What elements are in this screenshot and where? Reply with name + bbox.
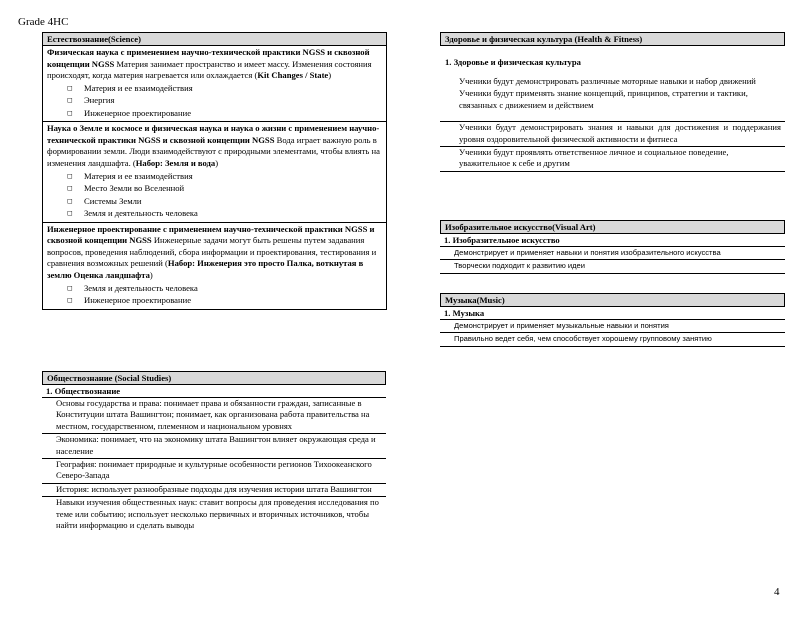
health-table xyxy=(440,32,785,172)
table-row: Навыки изучения общественных наук: ставит вопросы для проведения исследования по теме или событию; использует несколько первичных и вторичных источников, чтобы найти информацию и сделать выводы xyxy=(56,497,379,531)
bullet-icon: ◻ xyxy=(67,184,73,193)
list-item: ◻ Место Земли во Вселенной xyxy=(67,183,185,194)
music-header: Музыка(Music) xyxy=(440,293,785,307)
visual-art-table xyxy=(440,220,785,274)
bullet-icon: ◻ xyxy=(67,196,73,205)
science-section-engineering: Инженерное проектирование с применением научно-технической практики NGSS и сквозной концепции NGSS Инженерные задачи могут быть решены путем задавания вопросов, проведения наблюдений, сбора информации и проектирования, тестирования и сравнения возможных решений (Набор: Инженерия это просто Палка, воткнутая в землю Оценка ландшафта) ◻ Земля и деятельность человека ◻ Инженерное проектирование xyxy=(43,223,386,309)
list-item: ◻ Энергия xyxy=(67,95,115,106)
science-section-earth: Наука о Земле и космосе и физическая наука и наука о жизни с применением научно-технической практики NGSS и сквозной концепции NGSS Вода играет важную роль в формировании земли. Люди взаимодействуют с природными элементами, чтобы влиять на изменения ландшафта. (Набор: Земля и вода) ◻ Материя и ее взаимодействия ◻ Место Земли во Вселенной ◻ Системы Земли ◻ Земля и деятельность человека xyxy=(43,122,386,222)
section-text: Инженерные задачи могут быть решены путем задавания вопросов, проведения наблюдений, сбора информации и проектирования, тестирования и сравнения возможных решений ( xyxy=(47,235,377,269)
bullet-icon: ◻ xyxy=(67,296,73,305)
bullet-icon: ◻ xyxy=(67,108,73,117)
table-row: География: понимает природные и культурные особенности регионов Тихоокеанского Северо-Запада xyxy=(42,459,386,484)
table-row: Основы государства и права: понимает права и обязанности граждан, записанные в Конституции штата Вашингтон; понимает, как организована работа правительства на местном, государственном, племенном и национальном уровнях xyxy=(42,398,386,434)
list-item: ◻ Инженерное проектирование xyxy=(67,107,192,118)
table-row: Ученики будут проявлять ответственное личное и социальное поведение, уважительное к себе и другим xyxy=(440,147,785,172)
art-subheader: 1. Изобразительное искусство xyxy=(440,234,785,247)
kit-name: Kit Changes / State xyxy=(257,70,329,81)
list-item: ◻ Материя и ее взаимодействия xyxy=(67,82,193,93)
health-header: Здоровье и физическая культура (Health & Fitness) xyxy=(440,32,785,46)
list-item: ◻ Инженерное проектирование xyxy=(67,295,192,306)
music-table xyxy=(440,293,785,347)
science-table xyxy=(42,32,387,310)
art-header: Изобразительное искусство(Visual Art) xyxy=(440,220,785,234)
table-row: Ученики будут демонстрировать различные моторные навыки и набор движений xyxy=(459,76,756,86)
social-subheader: 1. Обществознание xyxy=(42,385,386,398)
bullet-icon: ◻ xyxy=(67,96,73,105)
grade-label: Grade 4HC xyxy=(18,16,69,28)
page-number: 4 xyxy=(774,586,780,598)
social-header: Обществознание (Social Studies) xyxy=(42,371,386,385)
kit-name: Набор: Земля и вода xyxy=(135,158,216,169)
bullet-icon: ◻ xyxy=(67,209,73,218)
section-text: Материя занимает пространство и имеет массу. Изменения состояния происходят, когда материя нагревается или охлаждается ( xyxy=(47,58,372,81)
bullet-icon: ◻ xyxy=(67,283,73,292)
list-item: ◻ Земля и деятельность человека xyxy=(67,282,198,293)
science-section-physical: Физическая наука с применением научно-технической практики NGSS и сквозной концепции NGSS Материя занимает пространство и имеет массу. Изменения состояния происходят, когда материя нагревается или охлаждается (Kit Changes / State) ◻ Материя и ее взаимодействия ◻ Энергия ◻ Инженерное проектирование xyxy=(43,46,386,122)
table-row: Правильно ведет себя, чем способствует хорошему групповому занятию xyxy=(440,333,785,346)
section-text: Вода играет важную роль в формировании земли. Люди взаимодействуют с природными элементами, чтобы влиять на изменения ландшафта. ( xyxy=(47,134,380,169)
science-header: Естествознание(Science) xyxy=(43,33,386,46)
table-row: Ученики будут применять знание концепций, принципов, стратегии и тактики, связанных с движением и действием xyxy=(440,88,785,122)
bullet-icon: ◻ xyxy=(67,171,73,180)
table-row: История: использует разнообразные подходы для изучения истории штата Вашингтон xyxy=(42,484,386,497)
table-row: Экономика: понимает, что на экономику штата Вашингтон влияет окружающая среда и население xyxy=(42,434,386,459)
table-row: Творчески подходит к развитию идеи xyxy=(440,260,785,273)
list-item: ◻ Материя и ее взаимодействия xyxy=(67,170,193,181)
social-studies-table xyxy=(42,371,386,532)
section-title: Инженерное проектирование с применением научно-технической практики NGSS и сквозной концепции NGSS xyxy=(47,223,375,246)
section-title: Наука о Земле и космосе и физическая наука и наука о жизни с применением научно-технической практики NGSS и сквозной концепции NGSS xyxy=(47,123,380,145)
health-subheader: 1. Здоровье и физическая культура xyxy=(445,57,581,67)
table-row: Демонстрирует и применяет музыкальные навыки и понятия xyxy=(440,320,785,333)
table-row: Демонстрирует и применяет навыки и понятия изобразительного искусства xyxy=(440,247,785,260)
list-item: ◻ Земля и деятельность человека xyxy=(67,208,198,219)
music-subheader: 1. Музыка xyxy=(440,307,785,320)
section-title: Физическая наука с применением научно-технической практики NGSS и сквозной концепции NGSS xyxy=(47,47,370,69)
list-item: ◻ Системы Земли xyxy=(67,195,142,206)
kit-name: Набор: Инженерия это просто Палка, воткнутая в землю Оценка ландшафта xyxy=(47,258,364,281)
bullet-icon: ◻ xyxy=(67,83,73,92)
table-row: Ученики будут демонстрировать знания и навыки для достижения и поддержания уровня оздоровительной физической активности и фитнеса xyxy=(440,122,785,147)
